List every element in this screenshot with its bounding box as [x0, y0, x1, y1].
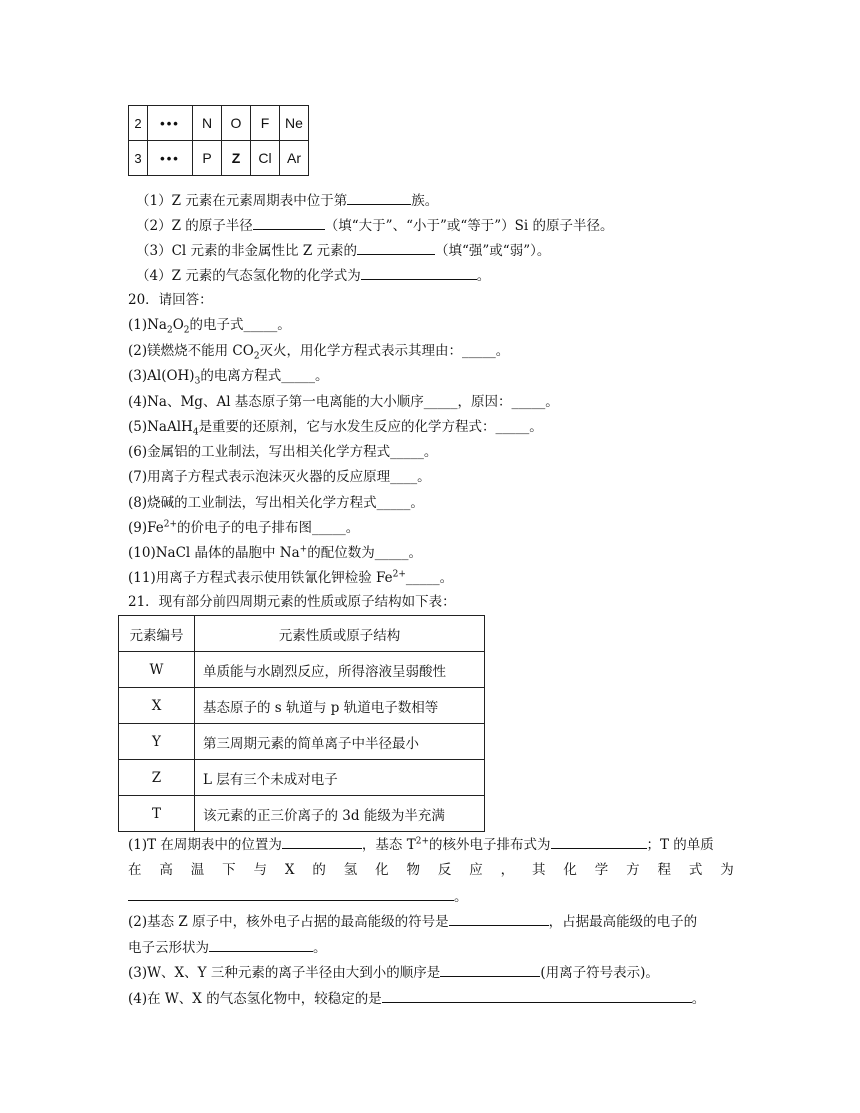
property-cell: 第三周期元素的简单离子中半径最小: [195, 724, 485, 760]
property-cell: 单质能与水剧烈反应，所得溶液呈弱酸性: [195, 652, 485, 688]
element-symbol-cell: T: [119, 796, 195, 832]
element-cell: P: [193, 141, 222, 176]
period-number: 3: [129, 141, 148, 176]
property-cell: L 层有三个未成对电子: [195, 760, 485, 796]
q21-part-2: (2)基态 Z 原子中，核外电子占据的最高能级的符号是 ，占据最高能级的电子的: [128, 911, 697, 932]
periodic-table-fragment: [128, 105, 309, 176]
answer-blank[interactable]: [128, 886, 454, 901]
q21-title: 21．现有部分前四周期元素的性质或原子结构如下表：: [128, 594, 456, 610]
period-row-2: [129, 106, 309, 141]
property-cell: 该元素的正三价离子的 3d 能级为半充满: [195, 796, 485, 832]
element-property-table: [118, 615, 485, 832]
element-cell: Ne: [280, 106, 309, 141]
column-header: 元素性质或原子结构: [195, 616, 485, 652]
answer-blank[interactable]: [282, 834, 362, 849]
answer-blank[interactable]: [253, 215, 325, 230]
answer-blank[interactable]: [382, 988, 692, 1003]
answer-blank[interactable]: [361, 265, 477, 280]
element-cell: Ar: [280, 141, 309, 176]
q20-item-2: (2)镁燃烧不能用 $CO_2$灭火，用化学方程式表示其理由：_____。: [128, 343, 510, 362]
q20-item-5: (5)NaAlH$_4$是重要的还原剂，它与水发生反应的化学方程式：_____。: [128, 419, 543, 438]
column-header: 元素编号: [119, 616, 195, 652]
q20-item-1: $(1)Na_2O_2$的电子式_____。: [128, 317, 291, 336]
q21-part-1-line-2: 在 高 温 下 与 X 的 氢 化 物 反 应 ， 其 化 学 方 程 式 为: [128, 862, 734, 878]
element-symbol-cell: X: [119, 688, 195, 724]
element-cell: Cl: [251, 141, 280, 176]
answer-blank[interactable]: [347, 190, 411, 205]
q21-part-4: (4)在 W、X 的气态氢化物中，较稳定的是 。: [128, 988, 705, 1009]
ellipsis-dots: •••: [148, 106, 193, 141]
answer-blank[interactable]: [440, 962, 540, 977]
table-row: [119, 688, 485, 724]
table-row: [119, 760, 485, 796]
period-row-3: [129, 141, 309, 176]
ellipsis-dots: •••: [148, 141, 193, 176]
q19-item-2: （2）Z 的原子半径 （填“大于”、“小于”或“等于”）Si 的原子半径。: [136, 215, 614, 236]
element-cell: F: [251, 106, 280, 141]
element-symbol-cell: Z: [119, 760, 195, 796]
q21-part-2-line-2: 电子云形状为 。: [128, 937, 327, 958]
q19-item-4: （4）Z 元素的气态氢化物的化学式为 。: [136, 265, 490, 286]
property-cell: 基态原子的 s 轨道与 p 轨道电子数相等: [195, 688, 485, 724]
q20-item-10: (10)NaCl 晶体的晶胞中 Na+的配位数为_____。: [128, 544, 422, 561]
element-cell: N: [193, 106, 222, 141]
q20-item-4: (4)Na、Mg、Al 基态原子第一电离能的大小顺序_____，原因：_____。: [128, 394, 559, 410]
table-row: [119, 724, 485, 760]
element-cell: O: [222, 106, 251, 141]
element-symbol-cell: Y: [119, 724, 195, 760]
table-header-row: [119, 616, 485, 652]
element-symbol-cell: W: [119, 652, 195, 688]
q21-part-1-line-3: 。: [128, 886, 468, 907]
answer-blank[interactable]: [209, 937, 313, 952]
element-cell-z: Z: [222, 141, 251, 176]
q20-item-9: $(9)Fe^{2+}$的价电子的电子排布图_____。: [128, 519, 360, 536]
table-row: [119, 652, 485, 688]
answer-blank[interactable]: [449, 911, 549, 926]
q19-item-1: （1）Z 元素在元素周期表中位于第 族。: [136, 190, 438, 211]
answer-blank[interactable]: [551, 834, 647, 849]
q20-item-8: (8)烧碱的工业制法，写出相关化学方程式_____。: [128, 495, 424, 511]
q21-part-3: (3)W、X、Y 三种元素的离子半径由大到小的顺序是 (用离子符号表示)。: [128, 962, 659, 983]
table-row: [119, 796, 485, 832]
q21-part-1: (1)T 在周期表中的位置为 ，基态 $T^{2+}$的核外电子排布式为 ；T 的单质: [128, 834, 714, 855]
q20-item-11: (11)用离子方程式表示使用铁氰化钾检验 $Fe^{2+}\_\_\_\_\_$。: [128, 569, 454, 586]
period-number: 2: [129, 106, 148, 141]
answer-blank[interactable]: [357, 240, 435, 255]
q20-item-6: (6)金属铝的工业制法，写出相关化学方程式_____。: [128, 444, 438, 460]
q19-item-3: （3）Cl 元素的非金属性比 Z 元素的 （填“强”或“弱”）。: [136, 240, 550, 261]
q20-item-3: $(3)Al(OH)_3$的电离方程式_____。: [128, 368, 329, 387]
q20-title: 20．请回答：: [128, 292, 213, 308]
q20-item-7: (7)用离子方程式表示泡沫灭火器的反应原理____。: [128, 469, 431, 485]
